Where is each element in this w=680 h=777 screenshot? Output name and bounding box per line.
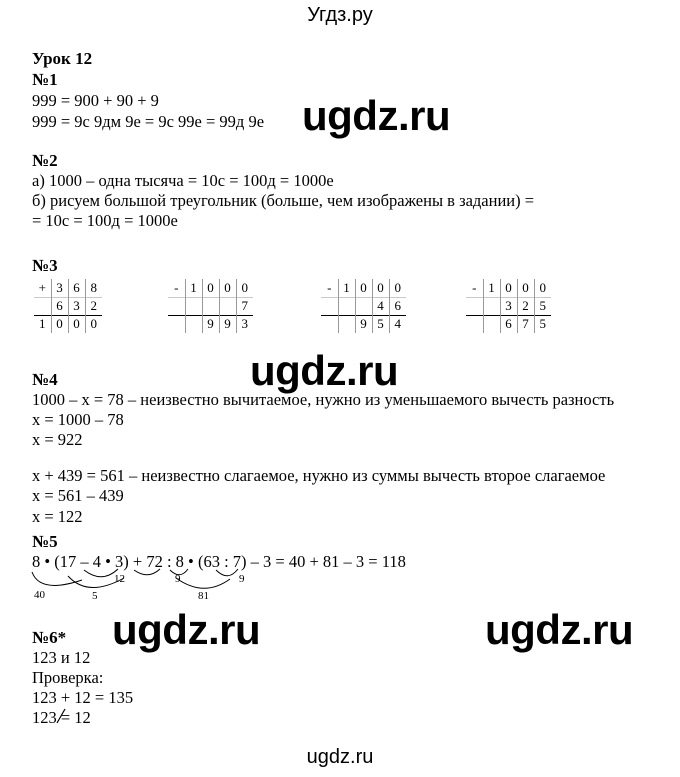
watermark-4: ugdz.ru	[485, 606, 634, 653]
sign-cell: +	[38, 279, 46, 295]
digit-cell: 6	[51, 297, 68, 315]
intermediate-9b: 9	[239, 573, 245, 585]
task1-line-2: 999 = 9с 9дм 9е = 9с 99е = 99д 9е	[32, 112, 265, 131]
task4-line-4: х + 439 = 561 – неизвестно слагаемое, нужно из суммы вычесть второе слагаемое	[32, 466, 606, 485]
digit-cell: 4	[372, 297, 389, 315]
task6-number: №6*	[32, 628, 67, 647]
task2-line-1: а) 1000 – одна тысяча = 10с = 100д = 1000е	[32, 171, 334, 190]
sign-cell: -	[327, 279, 332, 295]
task6-line-4: 123 = 12	[32, 708, 91, 727]
digit-cell: 1	[338, 279, 355, 297]
digit-cell: 0	[500, 279, 517, 297]
digit-cell: 5	[534, 297, 551, 315]
digit-cell: 1	[34, 315, 51, 333]
task4-line-2: х = 1000 – 78	[32, 410, 124, 429]
watermark-1: ugdz.ru	[302, 92, 451, 139]
digit-cell: 8	[85, 279, 102, 297]
intermediate-40: 40	[34, 589, 45, 601]
digit-cell: 0	[372, 279, 389, 297]
intermediate-9a: 9	[175, 573, 181, 585]
digit-cell: 1	[483, 279, 500, 297]
task3-number: №3	[32, 256, 58, 275]
task6-line-1: 123 и 12	[32, 648, 91, 667]
task2-number: №2	[32, 151, 58, 170]
task1-line-1: 999 = 900 + 90 + 9	[32, 91, 159, 110]
digit-cell: 9	[219, 315, 236, 333]
digit-cell: 0	[534, 279, 551, 297]
digit-cell: 2	[85, 297, 102, 315]
digit-cell: 0	[202, 279, 219, 297]
task2-line-2: б) рисуем большой треугольник (больше, чем изображены в задании) =	[32, 191, 535, 210]
digit-cell: 6	[68, 279, 85, 297]
digit-cell: 0	[85, 315, 102, 333]
digit-cell: 7	[517, 315, 534, 333]
digit-cell: 5	[534, 315, 551, 333]
digit-cell: 1	[185, 279, 202, 297]
digit-cell: 0	[219, 279, 236, 297]
task2-line-3: = 10с = 100д = 1000е	[32, 211, 178, 230]
digit-cell: 6	[389, 297, 406, 315]
digit-cell: 0	[389, 279, 406, 297]
task4-line-1: 1000 – х = 78 – неизвестно вычитаемое, нужно из уменьшаемого вычесть разность	[32, 390, 615, 409]
intermediate-81: 81	[198, 590, 209, 602]
digit-cell: 9	[202, 315, 219, 333]
task6-line-3: 123 + 12 = 135	[32, 688, 134, 707]
task1-number: №1	[32, 70, 58, 89]
digit-cell: 6	[500, 315, 517, 333]
digit-cell: 0	[236, 279, 253, 297]
site-header: Угдз.ру	[307, 4, 373, 26]
digit-cell: 7	[236, 297, 253, 315]
task5-number: №5	[32, 532, 58, 551]
task4-line-6: х = 122	[32, 507, 83, 526]
digit-cell: 2	[517, 297, 534, 315]
digit-cell: 3	[500, 297, 517, 315]
sign-cell: -	[174, 279, 179, 295]
digit-cell: 3	[51, 279, 68, 297]
task5-expression: 8 • (17 – 4 • 3) + 72 : 8 • (63 : 7) – 3 = 40 + 81 – 3 = 118	[32, 552, 406, 571]
task4-line-3: х = 922	[32, 430, 83, 449]
watermark-3: ugdz.ru	[112, 606, 261, 653]
digit-cell: 0	[68, 315, 85, 333]
digit-cell: 5	[372, 315, 389, 333]
sign-cell: -	[472, 279, 477, 295]
digit-cell: 0	[517, 279, 534, 297]
digit-cell: 0	[355, 279, 372, 297]
site-footer: ugdz.ru	[306, 746, 374, 768]
digit-cell: 3	[236, 315, 253, 333]
intermediate-12: 12	[114, 573, 125, 585]
task6-line-2: Проверка:	[32, 668, 104, 687]
digit-cell: 4	[389, 315, 406, 333]
digit-cell: 3	[68, 297, 85, 315]
task4-line-5: х = 561 – 439	[32, 486, 124, 505]
intermediate-5: 5	[92, 590, 98, 602]
digit-cell: 9	[355, 315, 372, 333]
lesson-title: Урок 12	[32, 49, 93, 68]
task4-number: №4	[32, 370, 58, 389]
watermark-2: ugdz.ru	[250, 347, 399, 394]
digit-cell: 0	[51, 315, 68, 333]
